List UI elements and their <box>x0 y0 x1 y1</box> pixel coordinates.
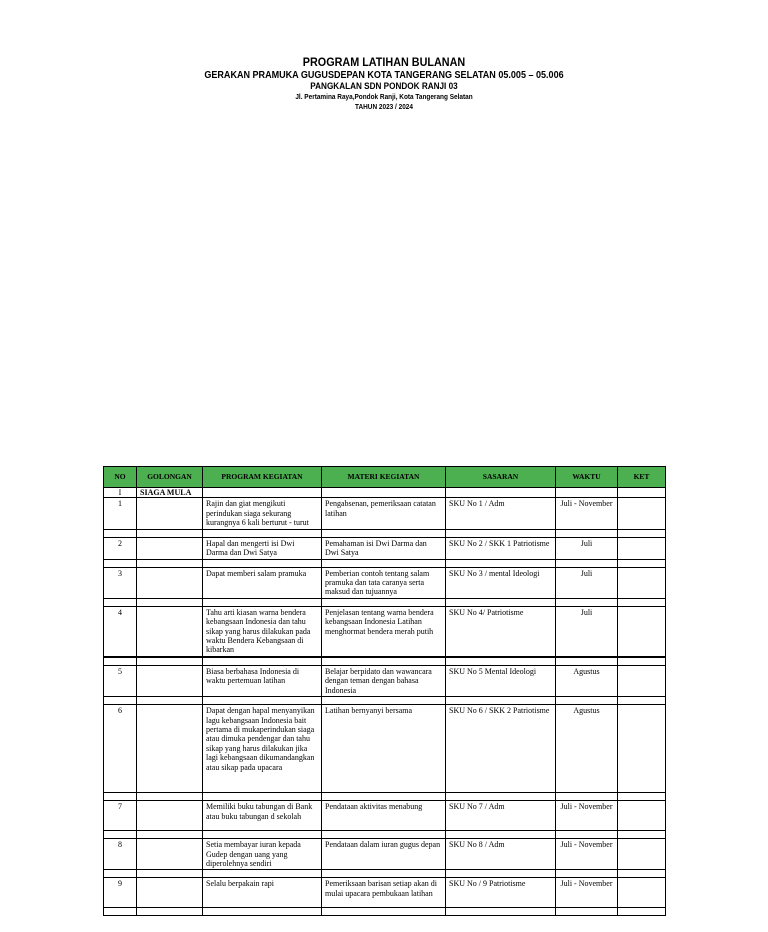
row-no: 5 <box>104 665 137 696</box>
header-program: PROGRAM KEGIATAN <box>203 467 322 488</box>
row-sasaran: SKU No 2 / SKK 1 Patriotisme <box>446 537 556 559</box>
row-no: 6 <box>104 705 137 793</box>
row-sasaran: SKU No 7 / Adm <box>446 801 556 831</box>
row-waktu: Juli <box>556 567 618 598</box>
section-no: I <box>104 488 137 498</box>
row-sasaran: SKU No 3 / mental Ideologi <box>446 567 556 598</box>
row-materi: Pendataan aktivitas menabung <box>322 801 446 831</box>
header-ket: KET <box>618 467 666 488</box>
row-no: 4 <box>104 606 137 657</box>
row-program: Dapat memberi salam pramuka <box>203 567 322 598</box>
row-program: Rajin dan giat mengikuti perindukan siaga sekurang kurangnya 6 kali berturut - turut <box>203 498 322 529</box>
header-waktu: WAKTU <box>556 467 618 488</box>
row-sasaran: SKU No 5 Mental Ideologi <box>446 665 556 696</box>
table-row <box>104 878 666 908</box>
row-no: 2 <box>104 537 137 559</box>
table-row <box>104 801 666 831</box>
table-row <box>104 839 666 870</box>
document-title: PROGRAM LATIHAN BULANAN <box>302 55 466 69</box>
row-sasaran: SKU No 1 / Adm <box>446 498 556 529</box>
organization-line: GERAKAN PRAMUKA GUGUSDEPAN KOTA TANGERANG SELATAN 05.005 – 05.006 <box>204 69 564 81</box>
section-row <box>104 488 666 498</box>
row-program: Biasa berbahasa Indonesia di waktu pertemuan latihan <box>203 665 322 696</box>
table-row <box>104 665 666 696</box>
row-materi: Pemahaman isi Dwi Darma dan Dwi Satya <box>322 537 446 559</box>
row-program: Dapat dengan hapal menyanyikan lagu kebangsaan Indonesia bait pertama di mukaperindukan siaga atau dimuka pendengar dan tahu sikap yang harus dilakukan jika lagi kebangsaan dikumandangkan atau sikap pada upacara <box>203 705 322 793</box>
header-materi: MATERI KEGIATAN <box>322 467 446 488</box>
row-program: Tahu arti kiasan warna bendera kebangsaan Indonesia dan tahu sikap yang harus dilakukan pada waktu Bendera Kebangsaan di kibarkan <box>203 606 322 657</box>
row-no: 8 <box>104 839 137 870</box>
document-header <box>0 56 768 111</box>
row-sasaran: SKU No 4/ Patriotisme <box>446 606 556 657</box>
row-waktu: Juli <box>556 606 618 657</box>
row-waktu: Juli - November <box>556 839 618 870</box>
row-sasaran: SKU No / 9 Patriotisme <box>446 878 556 908</box>
table-row <box>104 498 666 529</box>
row-program: Setia membayar iuran kepada Gudep dengan uang yang diperolehnya sendiri <box>203 839 322 870</box>
row-sasaran: SKU No 6 / SKK 2 Patriotisme <box>446 705 556 793</box>
row-waktu: Agustus <box>556 665 618 696</box>
row-waktu: Juli - November <box>556 801 618 831</box>
row-materi: Pendataan dalam iuran gugus depan <box>322 839 446 870</box>
table-row <box>104 606 666 657</box>
table-row <box>104 567 666 598</box>
header-no: NO <box>104 467 137 488</box>
row-no: 1 <box>104 498 137 529</box>
school-line: PANGKALAN SDN PONDOK RANJI 03 <box>310 81 458 92</box>
row-materi: Pemberian contoh tentang salam pramuka dan tata caranya serta maksud dan tujuannya <box>322 567 446 598</box>
row-materi: Latihan bernyanyi bersama <box>322 705 446 793</box>
row-program: Memiliki buku tabungan di Bank atau buku tabungan d sekolah <box>203 801 322 831</box>
row-materi: Penjelasan tentang warna bendera kebangsaan Indonesia Latihan menghormat bendera merah putih <box>322 606 446 657</box>
row-no: 7 <box>104 801 137 831</box>
header-sasaran: SASARAN <box>446 467 556 488</box>
table-row <box>104 537 666 559</box>
row-materi: Belajar berpidato dan wawancara dengan teman dengan bahasa Indonesia <box>322 665 446 696</box>
row-no: 3 <box>104 567 137 598</box>
row-waktu: Agustus <box>556 705 618 793</box>
row-waktu: Juli - November <box>556 498 618 529</box>
program-table <box>103 466 666 916</box>
row-materi: Pengabsenan, pemeriksaan catatan latihan <box>322 498 446 529</box>
year-line: TAHUN 2023 / 2024 <box>355 102 413 111</box>
table-header-row <box>104 467 666 488</box>
header-golongan: GOLONGAN <box>137 467 203 488</box>
row-program: Hapal dan mengerti isi Dwi Darma dan Dwi Satya <box>203 537 322 559</box>
row-program: Selalu berpakain rapi <box>203 878 322 908</box>
row-sasaran: SKU No 8 / Adm <box>446 839 556 870</box>
row-waktu: Juli - November <box>556 878 618 908</box>
table-row <box>104 705 666 793</box>
row-no: 9 <box>104 878 137 908</box>
section-golongan: SIAGA MULA <box>137 488 203 498</box>
row-materi: Pemeriksaan barisan setiap akan di mulai upacara pembukaan latihan <box>322 878 446 908</box>
row-waktu: Juli <box>556 537 618 559</box>
address-line: Jl. Pertamina Raya,Pondok Ranji, Kota Tangerang Selatan <box>295 92 473 101</box>
